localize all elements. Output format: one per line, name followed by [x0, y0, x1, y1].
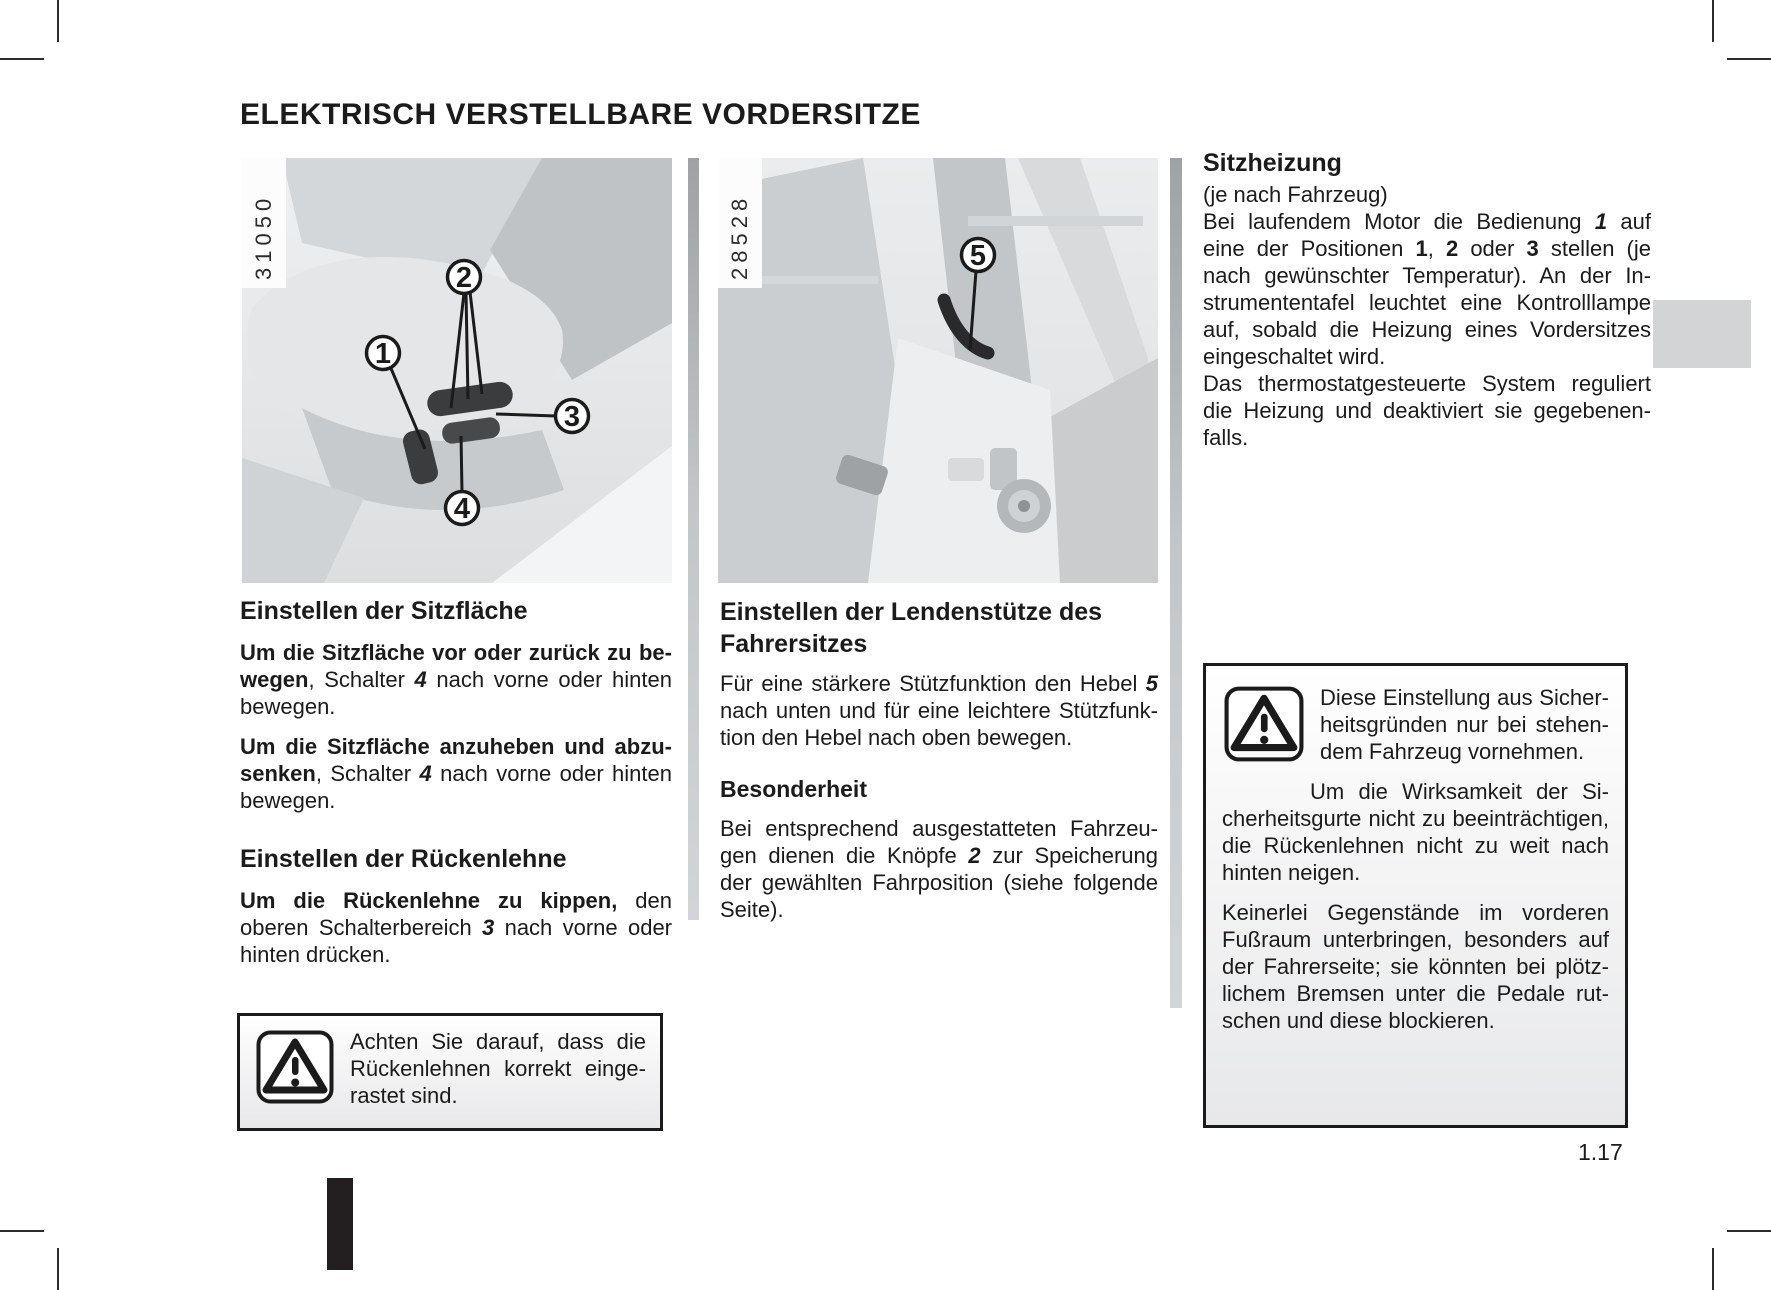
crop-mark-top-right-v: [1712, 0, 1714, 42]
warning-triangle-icon: [256, 1030, 334, 1104]
warning-text-adjust-stationary: Diese Einstellung aus Sicherheitsgründen nur bei stehendem Fahrzeug vornehmen.: [1320, 685, 1609, 764]
callout-3: [556, 400, 589, 434]
warning-triangle-icon: [1224, 686, 1304, 762]
paragraph-seat-move: Um die Sitzfläche vor oder zurück zu bewegen, Schalter 4 nach vorne oder hinten bewegen.: [240, 640, 672, 719]
spine-mark: [327, 1178, 353, 1270]
column-divider-right: [1170, 158, 1182, 1008]
callout-2-number: 2: [455, 262, 473, 294]
heading-lumbar: Einstellen der Lendenstütze des Fahrersitzes: [720, 598, 1103, 658]
warning-box-backrest: [237, 1013, 663, 1131]
section-edge-tab: [1653, 300, 1751, 368]
callout-3-number: 3: [563, 401, 581, 433]
callout-2: [448, 261, 481, 295]
callout-1-number: 1: [374, 338, 392, 370]
paragraph-lumbar-support: Für eine stärkere Stützfunktion den Hebel 5 nach unten und für eine leichtere Stützfunktion den Hebel nach oben bewegen.: [720, 671, 1158, 750]
crop-mark-bottom-right-v: [1712, 1248, 1714, 1290]
paragraph-memory-buttons: Bei entsprechend ausgestatteten Fahrzeugen dienen die Knöpfe 2 zur Speicherung der gewählten Fahrposition (siehe folgende Seite).: [720, 816, 1158, 922]
lumbar-illustration: [718, 158, 1158, 583]
paragraph-backrest-tilt: Um die Rückenlehne zu kippen, den oberen Schalterbereich 3 nach vorne oder hinten drücken.: [240, 888, 673, 967]
page-number: 1.17: [1578, 1139, 1623, 1165]
page-title: ELEKTRISCH VERSTELLBARE VORDERSITZE: [240, 98, 921, 131]
crop-mark-bottom-left-v: [57, 1248, 59, 1290]
crop-mark-top-left-v: [57, 0, 59, 42]
crop-mark-top-left-h: [0, 58, 44, 60]
note-vehicle-dependent: (je nach Fahrzeug): [1203, 182, 1388, 207]
figure-label: 31050: [251, 193, 276, 280]
warning-box-safety: [1203, 663, 1628, 1128]
heading-seat-cushion: Einstellen der Sitzfläche: [240, 597, 528, 625]
paragraph-heating-operation: Bei laufendem Motor die Bedienung 1 auf eine der Positionen 1, 2 oder 3 stellen (je nach gewünschter Temperatur). An der Instrumententafel leuchtet eine Kontrolllampe auf, sobald die Heizung eines Vordersitzes eingeschaltet wird.: [1203, 209, 1651, 369]
figure-seat-switches: [242, 158, 672, 583]
heading-backrest: Einstellen der Rückenlehne: [240, 845, 567, 873]
crop-mark-bottom-right-h: [1727, 1230, 1771, 1232]
callout-5-number: 5: [969, 240, 987, 272]
paragraph-thermostat: Das thermostatgesteuerte System reguliert die Heizung und deaktiviert sie gegebenenfalls.: [1203, 371, 1651, 450]
crop-mark-bottom-left-h: [0, 1230, 44, 1232]
seat-illustration: [242, 158, 672, 583]
callout-1: [367, 337, 400, 371]
left-column: [240, 596, 672, 981]
figure-lumbar-lever: [718, 158, 1158, 583]
callout-5: [962, 239, 995, 273]
figure-label: 28528: [727, 193, 752, 280]
warning-text-footwell: Keinerlei Gegenstände im vorderen Fußraum unterbringen, besonders auf der Fahrerseite; sie könnten bei plötzlichem Bremsen unter die Pedale rutschen und diese blockieren.: [1222, 900, 1609, 1033]
subheading-besonderheit: Besonderheit: [720, 776, 867, 802]
paragraph-seat-raise: Um die Sitzfläche anzuheben und abzusenken, Schalter 4 nach vorne oder hinten bewegen.: [240, 734, 672, 813]
callout-4: [446, 492, 479, 526]
callout-4-number: 4: [453, 493, 471, 525]
middle-column: [720, 596, 1165, 936]
column-divider-left: [688, 158, 699, 920]
warning-text-seatbelt: Um die Wirksamkeit der Sicherheitsgurte nicht zu beeinträchtigen, die Rückenlehnen nicht zu weit nach hinten neigen.: [1222, 779, 1609, 885]
heading-seat-heating: Sitzheizung: [1203, 149, 1342, 177]
right-column: [1203, 148, 1651, 451]
warning-text-backrest: Achten Sie darauf, dass die Rückenlehnen korrekt eingerastet sind.: [350, 1029, 646, 1108]
crop-mark-top-right-h: [1727, 58, 1771, 60]
